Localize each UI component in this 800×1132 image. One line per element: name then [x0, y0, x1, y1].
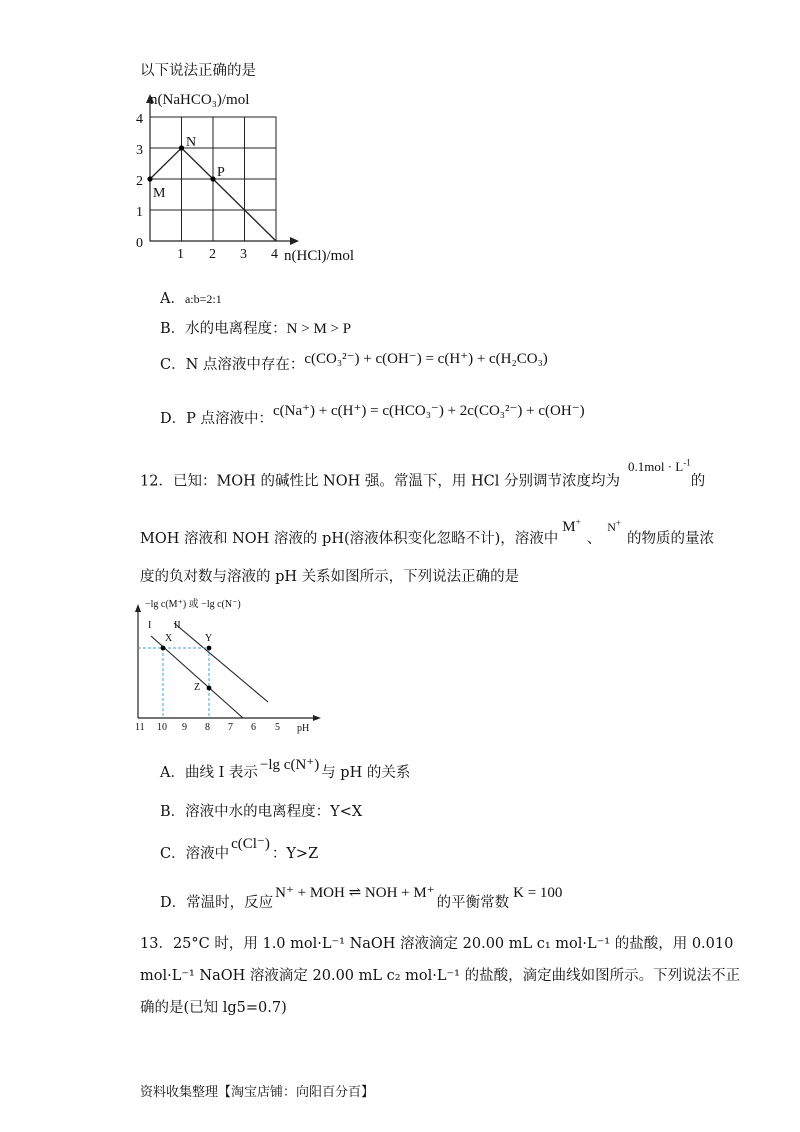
q12-line1: 12．已知：MOH 的碱性比 NOH 强。常温下，用 HCl 分别调节浓度均为$0.1mol \cdot L^{-1}$的 [140, 458, 706, 490]
q12-option-d: D．常温时，反应N⁺ + MOH ⇌ NOH + M⁺的平衡常数K = 100 [160, 885, 563, 911]
label-n: N [186, 135, 197, 150]
chart2-x-tick: 6 [251, 722, 256, 733]
chart2-x-arrow [313, 715, 321, 721]
q13-line1: 13．25°C 时，用 1.0 mol·L⁻¹ NaOH 溶液滴定 20.00 mL c₁ mol·L⁻¹ 的盐酸，用 0.010 [140, 936, 734, 952]
chart1-y-tick: 2 [136, 174, 143, 189]
curve-label-ii: II [174, 620, 181, 631]
curve-ii [174, 623, 268, 702]
chart1-ylabel: n(NaHCO₃)/mol [150, 92, 250, 108]
q12-option-b: B．溶液中水的电离程度：Y<X [160, 804, 363, 820]
label-m: M [153, 186, 166, 201]
q11-intro: 以下说法正确的是 [140, 63, 256, 79]
q12-option-c: C．溶液中c(Cl⁻)：Y>Z [160, 836, 319, 862]
label-y: Y [205, 633, 213, 644]
label-z: Z [194, 682, 201, 693]
label-p: P [217, 165, 225, 180]
q13-line3: 确的是(已知 lg5=0.7) [140, 1000, 287, 1016]
point-x [161, 646, 166, 651]
q11-option-c: C．N 点溶液中存在：c(CO₃²⁻) + c(OH⁻) = c(H⁺) + c(H₂CO₃) [160, 351, 548, 373]
chart2-x-tick: 10 [157, 722, 167, 733]
chart1-x-tick: 1 [177, 247, 184, 262]
chart1-y-tick: 0 [136, 236, 143, 251]
chart2-x-tick: 11 [135, 722, 145, 733]
chart1-y-tick: 1 [136, 205, 143, 220]
point-z [207, 686, 212, 691]
chart1-y-tick: 4 [136, 112, 143, 127]
chart1-x-tick: 3 [240, 247, 247, 262]
q12-line3: 度的负对数与溶液的 pH 关系如图所示，下列说法正确的是 [140, 569, 520, 585]
chart1-x-tick: 4 [271, 247, 278, 262]
q11-option-a: A．a:b=2:1 [160, 291, 222, 307]
chart1-xlabel: n(HCl)/mol [284, 248, 354, 264]
label-x: X [165, 633, 173, 644]
q11-option-d: D．P 点溶液中：c(Na⁺) + c(H⁺) = c(HCO₃⁻) + 2c(CO₃²⁻) + c(OH⁻) [160, 403, 585, 427]
chart2-x-tick: 8 [205, 722, 210, 733]
q11-option-b: B．水的电离程度：N > M > P [160, 321, 352, 337]
point-y [207, 646, 212, 651]
chart2-x-tick: 9 [182, 722, 187, 733]
q13-line2: mol·L⁻¹ NaOH 溶液滴定 20.00 mL c₂ mol·L⁻¹ 的盐酸，滴定曲线如图所示。下列说法不正 [140, 968, 741, 984]
chart1-x-tick: 2 [209, 247, 216, 262]
q12-option-a: A．曲线 I 表示 −lg c(N⁺) 与 pH 的关系 [160, 757, 411, 781]
q12-line2: MOH 溶液和 NOH 溶液的 pH(溶液体积变化忽略不计)，溶液中M+、$^{N^+}$的物质的量浓 [140, 517, 714, 547]
curve-label-i: I [148, 620, 152, 631]
chart1-y-tick: 3 [136, 143, 143, 158]
footer-source: 资料收集整理【淘宝店铺：向阳百分百】 [140, 1085, 375, 1100]
chart2-x-tick: 7 [228, 722, 233, 733]
chart2-xlabel: pH [297, 723, 310, 734]
chart2-y-arrow [135, 604, 141, 612]
chart2-x-tick: 5 [275, 722, 280, 733]
chart2-ylabel: −lg c(M⁺) 或 −lg c(N⁻) [145, 599, 241, 610]
